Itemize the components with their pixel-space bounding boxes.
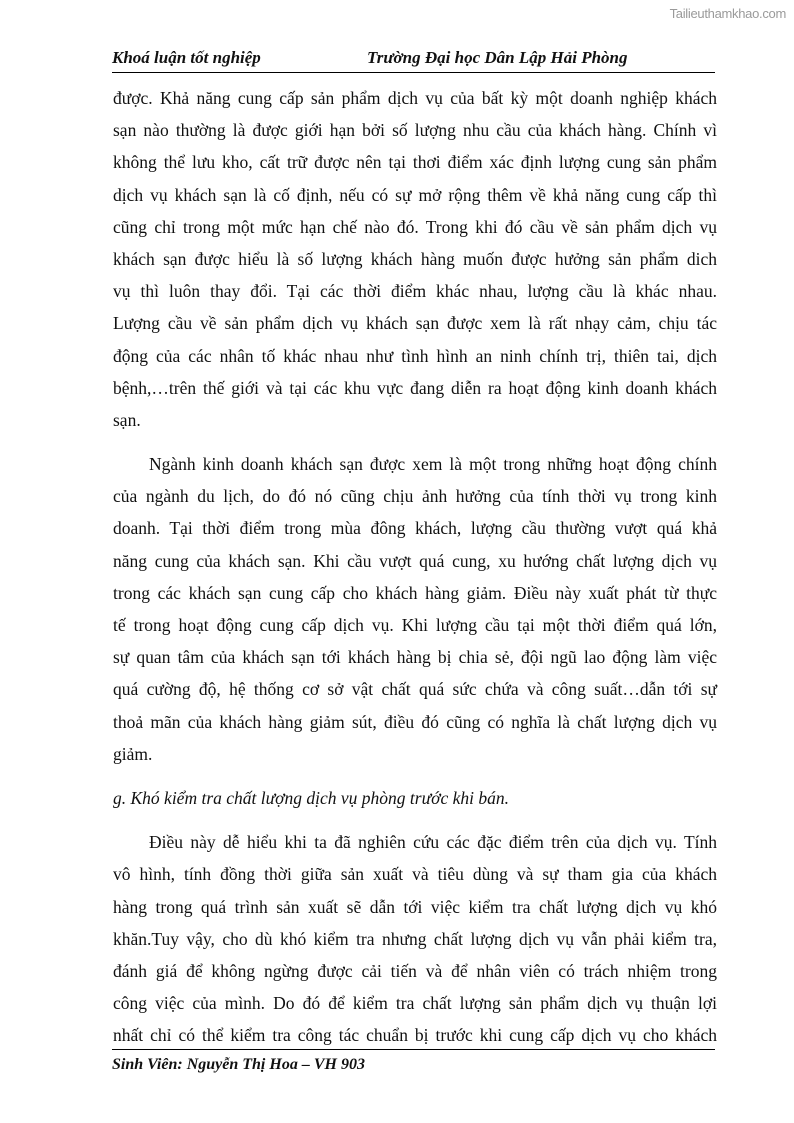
- text-line: Lượng cầu về sản phẩm dịch vụ khách sạn được xem là rất nhạy cảm, chịu tác: [113, 313, 717, 334]
- paragraph: [113, 84, 717, 438]
- page-header: [112, 48, 715, 73]
- watermark: Tailieuthamkhao.com: [669, 6, 786, 21]
- text-line: dịch vụ khách sạn là cố định, nếu có sự mở rộng thêm về khả năng cung cấp thì: [113, 184, 717, 205]
- text-line: cũng chỉ trong một mức hạn chế nào đó. Trong khi đó cầu về sản phẩm dịch vụ: [113, 216, 717, 237]
- document-body: [113, 84, 717, 1053]
- paragraph-gap: [113, 772, 717, 784]
- text-line: hàng trong quá trình sản xuất sẽ dẫn tới việc kiểm tra chất lượng dịch vụ khó: [113, 896, 717, 917]
- paragraph-gap: [113, 438, 717, 450]
- section-heading: [113, 784, 717, 816]
- text-line: sự quan tâm của khách sạn tới khách hàng bị chia sẻ, đội ngũ lao động làm việc: [113, 647, 717, 668]
- text-line: khách sạn được hiểu là số lượng khách hàng muốn được hưởng sản phẩm dich: [113, 248, 717, 269]
- page-footer: Sinh Viên: Nguyễn Thị Hoa – VH 903: [112, 1049, 715, 1074]
- text-line: bệnh,…trên thế giới và tại các khu vực đang diễn ra hoạt động kinh doanh khách: [113, 377, 717, 398]
- text-line: quá cường độ, hệ thống cơ sở vật chất quá sức chứa và công suất…dẫn tới sự: [113, 679, 717, 700]
- text-line: vụ thì luôn thay đổi. Tại các thời điểm khác nhau, lượng cầu là khác nhau.: [113, 281, 717, 302]
- text-line: công việc của mình. Do đó để kiểm tra chất lượng sản phẩm dịch vụ thuận lợi: [113, 993, 717, 1014]
- paragraph: [113, 828, 717, 1053]
- header-left: Khoá luận tốt nghiệp: [112, 48, 261, 67]
- text-line: doanh. Tại thời điểm trong mùa đông khách, lượng cầu thường vượt quá khả: [113, 518, 717, 539]
- text-line: không thể lưu kho, cất trữ được nên tại thơi điểm xác định lượng cung sản phẩm: [113, 152, 717, 173]
- heading-text: g. Khó kiểm tra chất lượng dịch vụ phòng trước khi bán.: [113, 787, 509, 808]
- paragraph: [113, 450, 717, 772]
- text-line: sạn nào thường là được giới hạn bởi số lượng nhu cầu của khách hàng. Chính vì: [113, 120, 717, 141]
- text-line: của ngành du lịch, do đó nó cũng chịu ảnh hưởng của tính thời vụ trong kinh: [113, 486, 717, 507]
- text-line: vô hình, tính đồng thời giữa sản xuất và tiêu dùng và sự tham gia của khách: [113, 864, 717, 885]
- paragraph-gap: [113, 816, 717, 828]
- text-line: Ngành kinh doanh khách sạn được xem là một trong những hoạt động chính: [149, 454, 717, 475]
- text-line: đánh giá để không ngừng được cải tiến và để nhân viên có trách nhiệm trong: [113, 960, 717, 981]
- text-line: nhất chỉ có thể kiểm tra công tác chuẩn bị trước khi cung cấp dịch vụ cho khách: [113, 1025, 717, 1046]
- text-line: năng cung của khách sạn. Khi cầu vượt quá cung, xu hướng chất lượng dịch vụ: [113, 550, 717, 571]
- text-line: giảm.: [113, 743, 153, 764]
- header-right: Trường Đại học Dân Lập Hải Phòng: [367, 48, 628, 67]
- text-line: sạn.: [113, 409, 141, 430]
- text-line: động của các nhân tố khác nhau như tình hình an ninh chính trị, thiên tai, dịch: [113, 345, 717, 366]
- text-line: trong các khách sạn cung cấp cho khách hàng giảm. Điều này xuất phát từ thực: [113, 582, 717, 603]
- text-line: Điều này dễ hiểu khi ta đã nghiên cứu các đặc điểm trên của dịch vụ. Tính: [149, 832, 717, 853]
- text-line: được. Khả năng cung cấp sản phẩm dịch vụ của bất kỳ một doanh nghiệp khách: [113, 88, 717, 108]
- text-line: thoả mãn của khách hàng giảm sút, điều đó cũng có nghĩa là chất lượng dịch vụ: [113, 711, 717, 732]
- text-line: khăn.Tuy vậy, cho dù khó kiểm tra nhưng chất lượng dịch vụ vẫn phải kiểm tra,: [113, 928, 717, 949]
- text-line: tế trong hoạt động cung cấp dịch vụ. Khi lượng cầu tại một thời điểm quá lớn,: [113, 615, 717, 635]
